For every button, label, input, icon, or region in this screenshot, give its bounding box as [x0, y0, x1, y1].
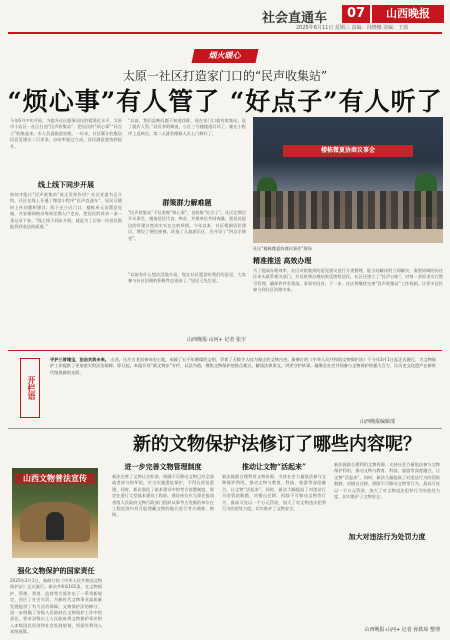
kicker: 太原一社区打造家门口的“民声收集站”: [122, 69, 328, 83]
law-subhead-3: 推动让文物“活起来”: [241, 462, 307, 471]
commentary-lead: 守护三晋瑰宝，法治共筑未来。: [50, 357, 109, 362]
intro-text: 今年6月中旬开始，为提升社区服务居民的精准化水平，太原市小店区一社区打造“民声收集站”，把居民的“烦心事”“好点子”收集起来，专人负责跟进处理。一年来，社区累计收集居民意见建议二百余条，办结率超过九成，居民满意度持续提升。: [10, 118, 122, 149]
commentary-block: [50, 357, 436, 417]
news-photo: [253, 117, 443, 243]
section-divider: [8, 428, 442, 429]
page-number: 07: [342, 5, 370, 23]
illustration-title: 山西文物普法宣传: [15, 473, 95, 484]
commentary-tag: 开栏语: [20, 358, 40, 418]
column-tag: 烟火暖心: [192, 49, 259, 63]
commentary-body: 山西，这片古老而神奇的土地，承载了五千年璀璨的文明，孕育了无数令人叹为观止的文物古迹。新修订的《中华人民共和国文物保护法》于今年3月1日起正式施行，为文物保护工作提供了更加坚实的法治保障。即日起，本报开设“新文物法”专栏，以法为盾，聚焦文物保护的热点难点，解读法律条文，讲述守护故事，凝聚全社会共同参与文物保护的强大合力，让历史文化遗产在新时代绽放新的光彩。: [50, 357, 436, 375]
illustration-figure: [46, 512, 64, 540]
date-line: 2025年6月11日 星期三 责编：冯晓娜 美编：王倩: [296, 25, 409, 31]
right-subhead: 精准推送 高效办理: [253, 256, 312, 265]
photo-table: [253, 229, 443, 243]
para-2: “以前，我们反映问题不知道找谁，现在家门口就有收集站，说了就有人管。”居民李阿姨说，小区三号楼楼道灯坏了，她在小程序上反映后，第二天就有维修人员上门修好了。: [128, 118, 246, 136]
newspaper-logo: 山西晚报: [372, 5, 444, 23]
main-byline: 山西晚报·山河+ 记者 张宇: [187, 337, 246, 343]
main-headline: “烦心事”有人管了 “好点子”有人听了: [7, 87, 443, 116]
law-headline: 新的文物保护法修订了哪些内容呢？: [133, 434, 421, 455]
photo-caption: 社区“楼栋微夏协商议事会”现场: [253, 246, 312, 251]
law-body-right: 新法鼓励合理利用文物资源，支持社会力量依法参与文物保护利用，推动文物与教育、科技、旅游等深度融合，让文物“活起来”。同时，新法大幅提高了对违法行为的罚款数额，对擅自迁移、拆除不可移动文物等行为，最高可处以一千万元罚款，加大了对文物违法犯罪行为的惩处力度，切实维护了文物安全。: [222, 474, 326, 512]
law-byline: 山西晚报·山河+ 记者 孙轶琼 整理: [364, 627, 440, 633]
law-body-far-right: 新法鼓励合理利用文物资源，支持社会力量依法参与文物保护利用，推动文物与教育、科技、旅游等深度融合，让文物“活起来”。同时，新法大幅提高了对违法行为的罚款数额，对擅自迁移、拆除不可移动文物等行为，最高可处以一千万元罚款，加大了对文物违法犯罪行为的惩处力度，切实维护了文物安全。: [334, 462, 440, 500]
masthead: [0, 0, 450, 32]
subhead-1: 线上线下同步开展: [38, 180, 94, 189]
right-body: 为了提高办理效率，社区对收集到的意见建议进行分类整理，能当场解决的立即解决，需要协调的由社区牵头联系相关部门，并及时将办理结果反馈给居民。社区还建立了“民声台账”，对每一条诉求实行销号管理，确保件件有着落、事事有回音。下一步，社区将继续完善“民声收集站”工作机制，让更多居民参与到社区治理中来。: [253, 268, 443, 293]
illustration: [12, 468, 98, 558]
commentary-byline: 山西晚报编辑部: [360, 419, 396, 425]
law-subhead-1: 强化文物保护的国家责任: [17, 566, 95, 575]
masthead-rule: [8, 32, 442, 34]
section-divider: [8, 350, 442, 351]
para-4: “以前有什么想法没地方说，现在社区愿意听我们的意见，大家参与社区治理的积极性也更高了。”居民王先生说。: [128, 272, 246, 284]
law-subhead-4: 加大对违法行为处罚力度: [348, 532, 426, 541]
section-title: 社会直通车: [262, 11, 328, 26]
law-body-mid: 新法完善了文物认定标准，明确不可移动文物已经全部或者部分毁坏的，应当实施遗址保护，不得在原址重建。同时，新法强化了基本建设中的考古前置制度，规定在进行大型基本建设工程前，建设单位应当事先报请省级人民政府文物行政部门组织从事考古发掘的单位在工程范围内有可能埋藏文物的地方进行考古调查、勘探。: [112, 474, 214, 518]
photo-banner: 楼栋微夏协商议事会: [283, 145, 413, 157]
law-body-left: 2025年3月1日，新修订的《中华人民共和国文物保护法》正式施行。新法共8章101条，在文物保护、管理、利用、监督等方面作出了一系列新规定，回应了社会关切，为新时代文物事业高质量发展提供了有力法治保障。文物保护法的修订，进一步明确了各级人民政府在文物保护工作中的责任，要求县级以上人民政府将文物保护事业纳入本级国民经济和社会发展规划，所需经费列入本级预算。: [10, 578, 102, 635]
law-subhead-2: 进一步完善文物管理制度: [124, 462, 202, 471]
para-3: “民声收集站”不仅收集“烦心事”，也收集“好点子”。社区定期召开议事会，邀请居民代表、物业、共建单位共同商量，把居民提出的好建议变成实实在在的举措。今年以来，社区根据居民建议，增设了便民座椅，改造了儿童游乐区，还开设了“四点半课堂”。: [128, 210, 246, 241]
para-1: 如何才能让“民声收集站”真正发挥作用？社区党委书记介绍，社区在线上开通了微信小程序“民声直通车”，居民可随时上传问题和建议；线下在小区门口、楼栋单元设置意见箱，并安排网格员每周定期入户走访，把居民的诉求一条一条记录下来。“线上线下同步开展，就是为了让每一位居民都能找到表达的渠道。”: [10, 192, 122, 230]
subhead-2: 群策群力解难题: [162, 198, 212, 207]
